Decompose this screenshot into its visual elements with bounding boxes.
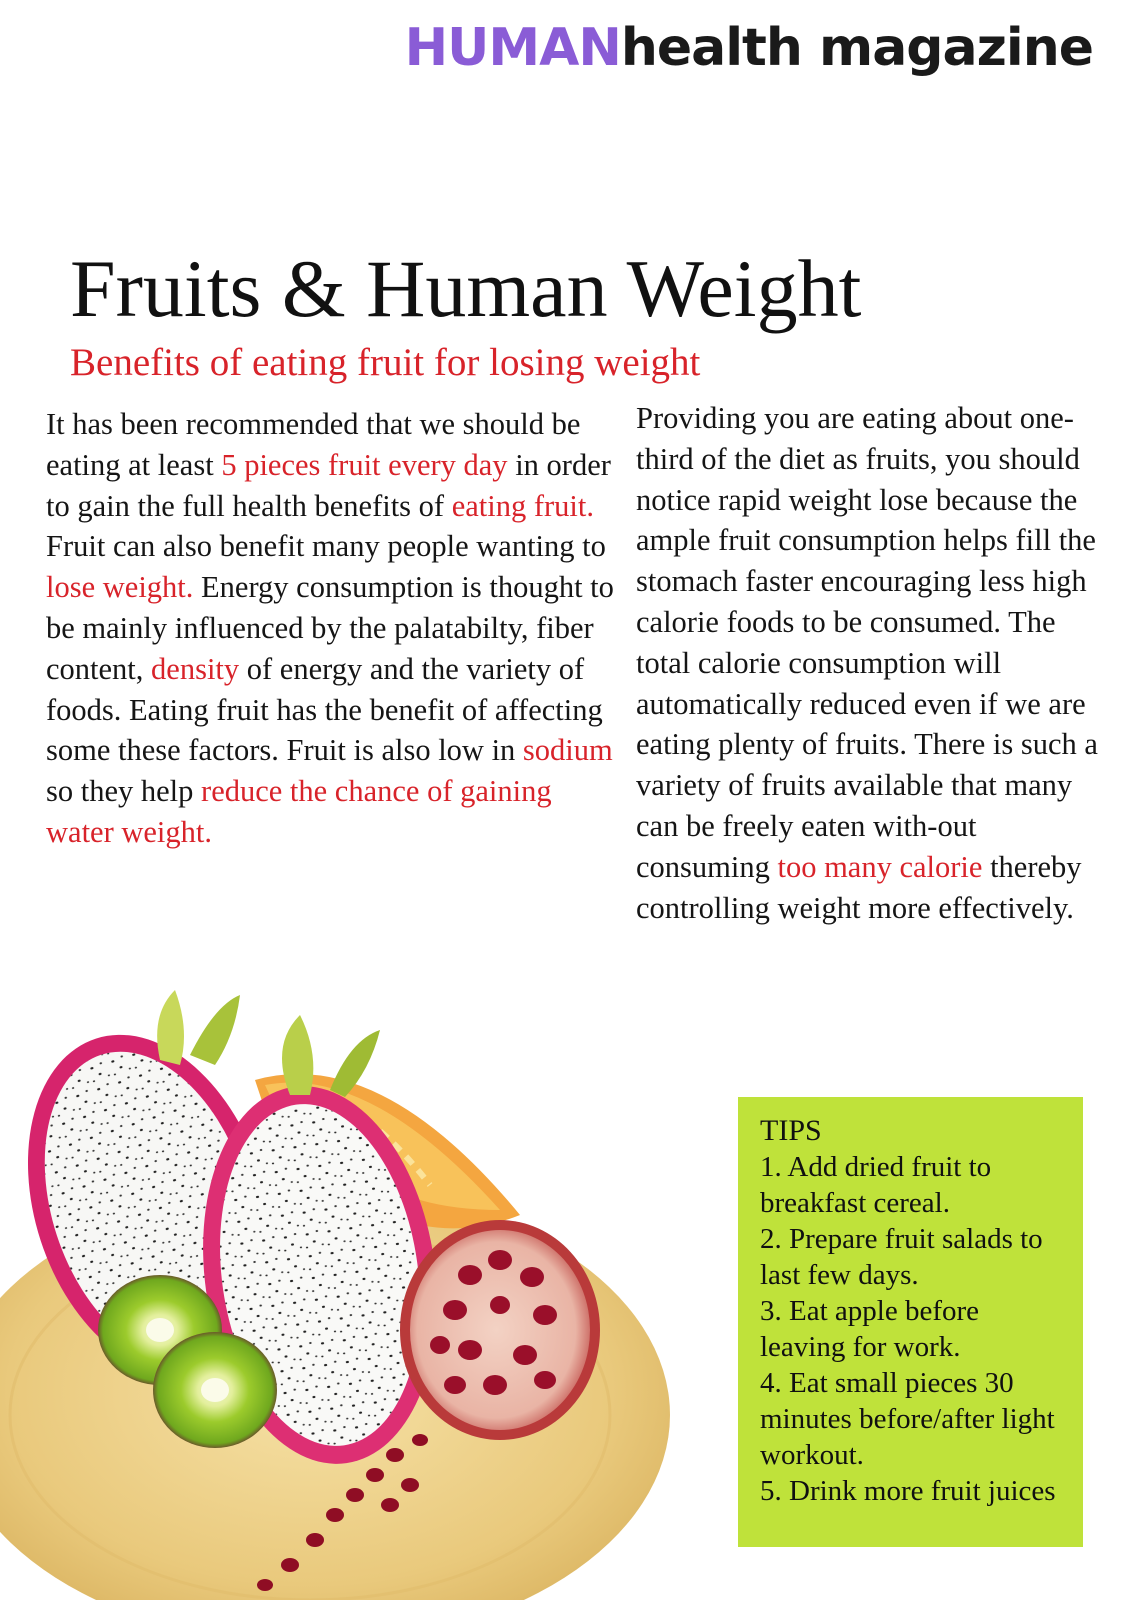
- highlighted-phrase: density: [151, 651, 240, 686]
- article-column-right: [636, 398, 1116, 928]
- highlighted-phrase: lose weight.: [46, 570, 194, 605]
- highlighted-phrase: too many calorie: [777, 849, 983, 884]
- highlighted-phrase: sodium: [522, 733, 613, 768]
- masthead-rest: health magazine: [620, 18, 1093, 78]
- highlighted-phrase: eating fruit.: [451, 488, 595, 523]
- body-text: of energy and the variety of foods. Eating fruit has the benefit of affecting some these factors. Fruit is also low in: [46, 651, 603, 768]
- highlighted-phrase: reduce the chance of gaining water weight.: [46, 774, 552, 849]
- magazine-masthead: [404, 18, 1093, 78]
- body-text: thereby controlling weight more effectively.: [636, 849, 1082, 925]
- article-title: Fruits & Human Weight: [70, 243, 862, 334]
- body-text: Providing you are eating about one-third of the diet as fruits, you should notice rapid weight lose because the ample fruit consumption helps fill the stomach faster encouraging less high calorie foods to be consumed. The total calorie consumption will automatically reduced even if we are eating plenty of fruits. There is such a variety of fruits available that many can be freely eaten with-out consuming: [636, 401, 1098, 884]
- body-text: It has been recommended that we should be eating at least: [46, 407, 581, 482]
- article-column-left: [46, 404, 626, 853]
- article-subtitle: Benefits of eating fruit for losing weight: [70, 341, 701, 384]
- tips-heading: TIPS: [760, 1114, 822, 1147]
- tips-list: [760, 1149, 1071, 1509]
- tips-box: [738, 1097, 1083, 1547]
- tip-item: 1. Add dried fruit to breakfast cereal.: [760, 1151, 992, 1219]
- tip-item: 5. Drink more fruit juices: [760, 1475, 1056, 1507]
- highlighted-phrase: 5 pieces fruit every day: [221, 447, 508, 482]
- body-text: so they help: [46, 774, 202, 809]
- tip-item: 3. Eat apple before leaving for work.: [760, 1295, 980, 1363]
- tip-item: 4. Eat small pieces 30 minutes before/after light workout.: [760, 1367, 1055, 1471]
- body-text: Energy consumption is thought to be mainly influenced by the palatabilty, fiber content,: [46, 570, 614, 686]
- masthead-brand: HUMAN: [404, 18, 621, 78]
- fruit-platter-photo: [0, 985, 710, 1600]
- body-text: Fruit can also benefit many people wanting to: [46, 529, 606, 564]
- tip-item: 2. Prepare fruit salads to last few days.: [760, 1223, 1043, 1291]
- body-text: in order to gain the full health benefits of: [46, 447, 611, 523]
